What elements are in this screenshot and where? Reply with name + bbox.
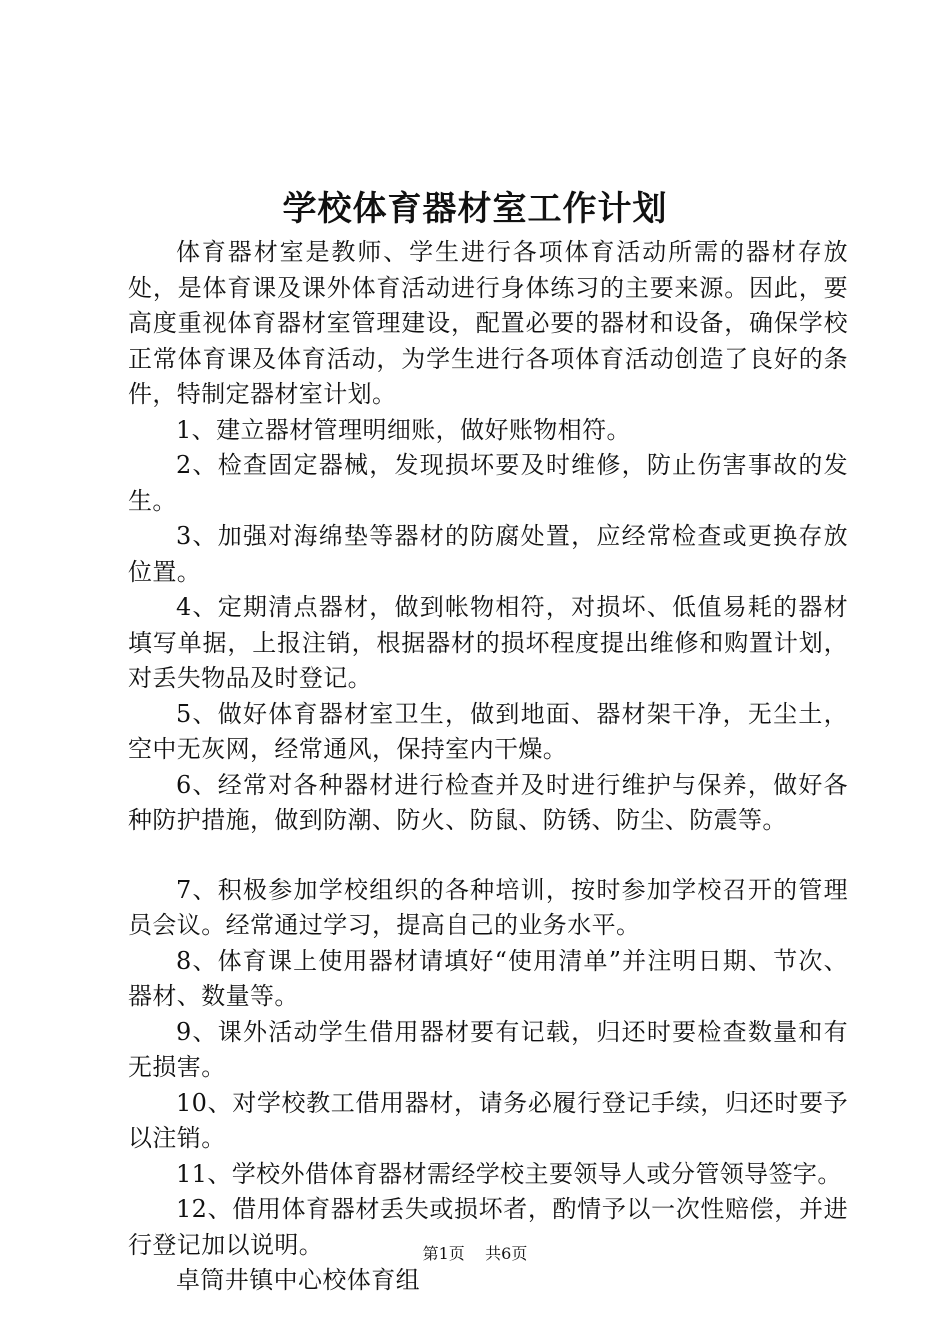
item-paragraph-4: 4、定期清点器材，做到帐物相符，对损坏、低值易耗的器材填写单据，上报注销，根据器材的损坏程度提出维修和购置计划，对丢失物品及时登记。 [128,593,848,692]
item-paragraph-7: 7、积极参加学校组织的各种培训，按时参加学校召开的管理员会议。经常通过学习，提高自己的业务水平。 [128,875,848,939]
page-number: 第1页 [422,1244,465,1263]
item-paragraph-5: 5、做好体育器材室卫生，做到地面、器材架干净，无尘土，空中无灰网，经常通风，保持室内干燥。 [128,699,848,763]
item-paragraph-11: 11、学校外借体育器材需经学校主要领导人或分管领导签字。 [176,1159,842,1188]
item-paragraph-3: 3、加强对海绵垫等器材的防腐处置，应经常检查或更换存放位置。 [128,522,848,586]
item-paragraph-10: 10、对学校教工借用器材，请务必履行登记手续，归还时要予以注销。 [128,1088,848,1152]
document-title: 学校体育器材室工作计划 [282,189,668,229]
item-paragraph-2: 2、检查固定器械，发现损坏要及时维修，防止伤害事故的发生。 [128,451,848,515]
signature-line: 卓筒井镇中心校体育组 [176,1266,420,1294]
item-paragraph-9: 9、课外活动学生借用器材要有记载，归还时要检查数量和有无损害。 [128,1017,848,1081]
item-paragraph-6: 6、经常对各种器材进行检查并及时进行维护与保养，做好各种防护措施，做到防潮、防火、防鼠、防锈、防尘、防震等。 [128,770,848,834]
page-total: 共6页 [485,1244,528,1263]
item-paragraph-8: 8、体育课上使用器材请填好“使用清单”并注明日期、节次、器材、数量等。 [128,946,848,1010]
item-paragraph-1: 1、建立器材管理明细账，做好账物相符。 [176,415,631,444]
intro-paragraph: 体育器材室是教师、学生进行各项体育活动所需的器材存放处，是体育课及课外体育活动进行身体练习的主要来源。因此，要高度重视体育器材室管理建设，配置必要的器材和设备，确保学校正常体育课及体育活动，为学生进行各项体育活动创造了良好的条件，特制定器材室计划。 [128,238,848,408]
document-body [128,235,848,1299]
page-footer [0,1243,950,1265]
footer-spacer [470,1244,480,1263]
item-paragraph-12: 12、借用体育器材丢失或损坏者，酌情予以一次性赔偿，并进行登记加以说明。 [128,1195,848,1259]
